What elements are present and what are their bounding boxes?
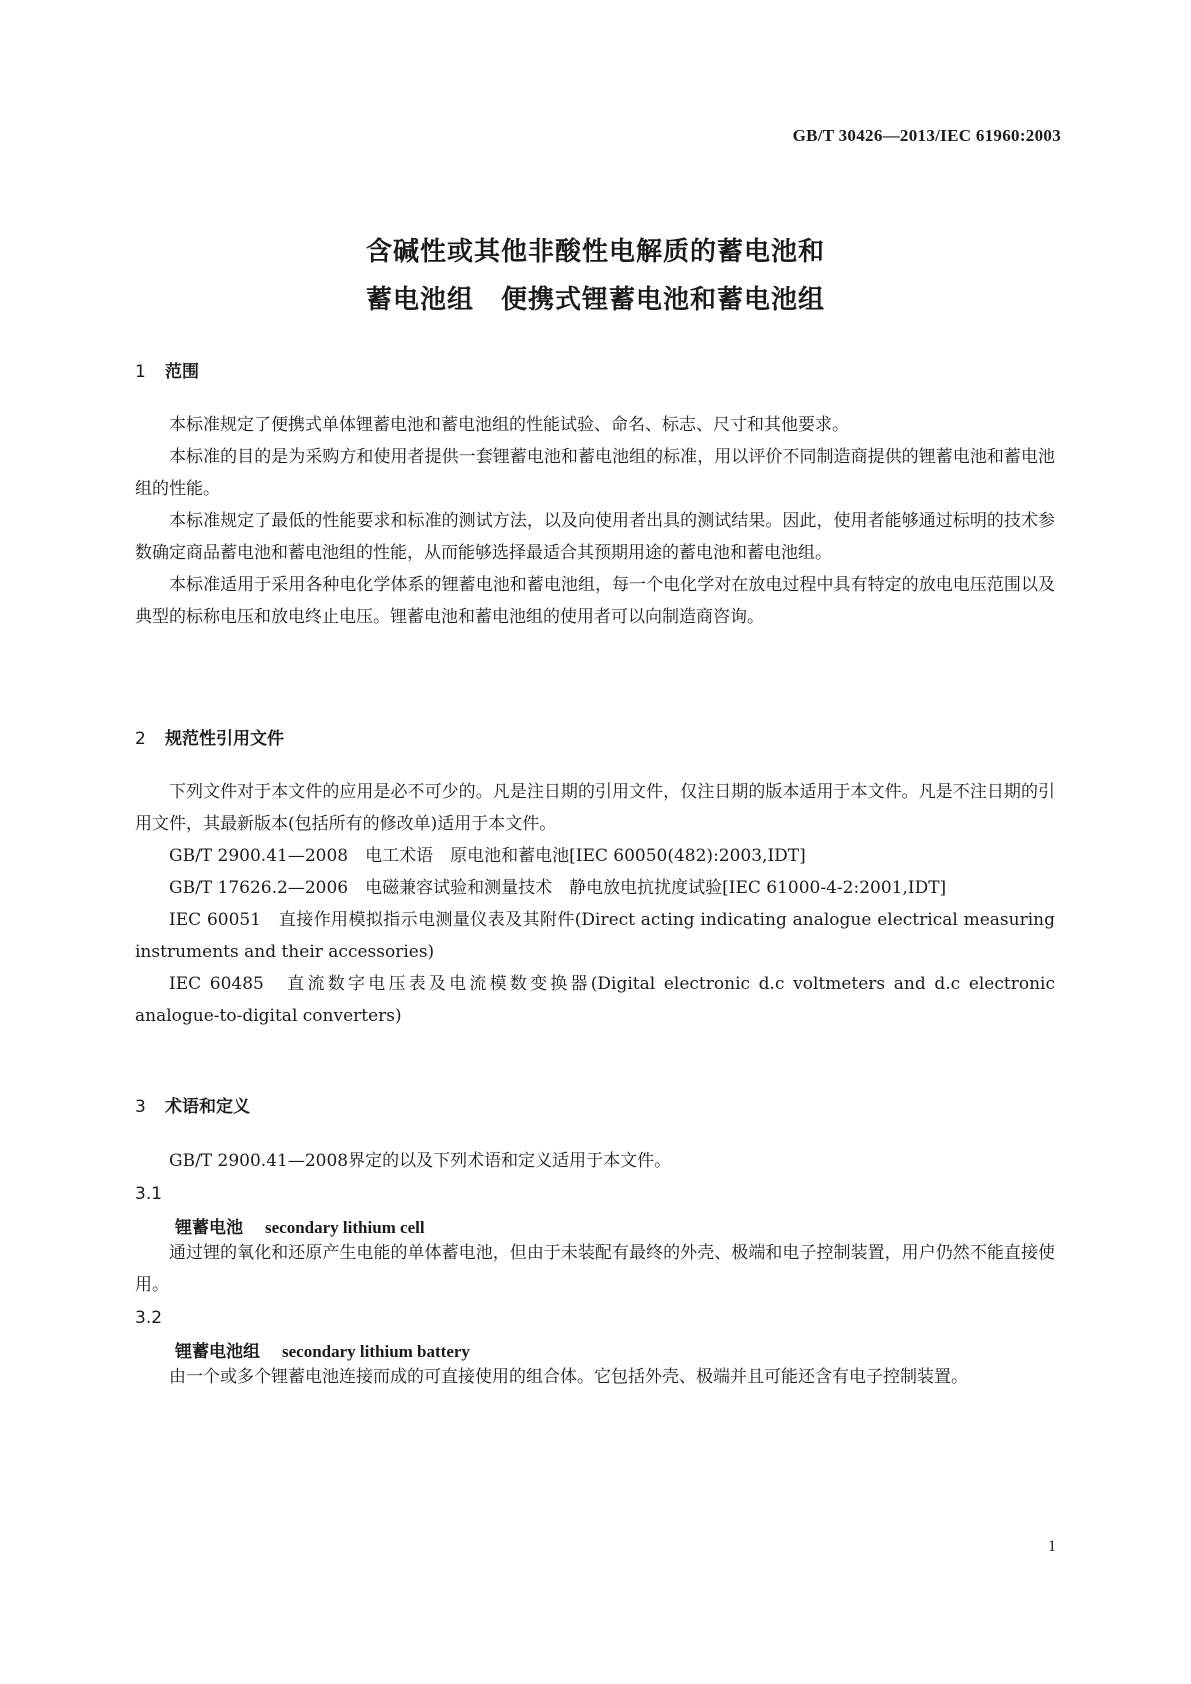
paragraph: 本标准适用于采用各种电化学体系的锂蓄电池和蓄电池组，每一个电化学对在放电过程中具有特定的放电电压范围以及典型的标称电压和放电终止电压。锂蓄电池和蓄电池组的使用者可以向制造商咨询。 bbox=[135, 575, 1055, 627]
section-2-body bbox=[135, 776, 1055, 1032]
section-number: 2 bbox=[135, 729, 146, 749]
title-line-1: 含碱性或其他非酸性电解质的蓄电池和 bbox=[365, 237, 825, 267]
document-title bbox=[0, 228, 1191, 324]
section-3-heading bbox=[135, 1092, 250, 1117]
reference-item: GB/T 2900.41—2008 电工术语 原电池和蓄电池[IEC 60050(482):2003,IDT] bbox=[169, 846, 806, 866]
reference-item: IEC 60485 直流数字电压表及电流模数变换器(Digital electronic d.c voltmeters and d.c electronic analogue-to-digital converters) bbox=[135, 974, 1055, 1026]
section-number: 1 bbox=[135, 362, 146, 382]
section-1-body bbox=[135, 409, 1055, 633]
section-title: 规范性引用文件 bbox=[165, 729, 284, 749]
paragraph: 下列文件对于本文件的应用是必不可少的。凡是注日期的引用文件，仅注日期的版本适用于本文件。凡是不注日期的引用文件，其最新版本(包括所有的修改单)适用于本文件。 bbox=[135, 782, 1055, 834]
section-number: 3 bbox=[135, 1097, 146, 1117]
section-title: 术语和定义 bbox=[165, 1097, 250, 1117]
term-number: 3.1 bbox=[135, 1184, 163, 1204]
section-title: 范围 bbox=[165, 362, 199, 382]
paragraph: 本标准的目的是为采购方和使用者提供一套锂蓄电池和蓄电池组的标准，用以评价不同制造商提供的锂蓄电池和蓄电池组的性能。 bbox=[135, 447, 1055, 499]
standard-number: GB/T 30426—2013/IEC 61960:2003 bbox=[792, 126, 1061, 145]
section-2-heading bbox=[135, 724, 284, 749]
term-zh: 锂蓄电池 bbox=[175, 1218, 243, 1238]
paragraph: 本标准规定了便携式单体锂蓄电池和蓄电池组的性能试验、命名、标志、尺寸和其他要求。 bbox=[169, 415, 849, 435]
title-line-2: 蓄电池组 便携式锂蓄电池和蓄电池组 bbox=[365, 285, 825, 315]
term-heading bbox=[175, 1213, 425, 1238]
term-definition bbox=[135, 1237, 1055, 1301]
paragraph: 由一个或多个锂蓄电池连接而成的可直接使用的组合体。它包括外壳、极端并且可能还含有电子控制装置。 bbox=[169, 1367, 968, 1387]
reference-item: GB/T 17626.2—2006 电磁兼容试验和测量技术 静电放电抗扰度试验[IEC 61000-4-2:2001,IDT] bbox=[169, 878, 947, 898]
term-en: secondary lithium battery bbox=[282, 1342, 470, 1361]
reference-item: IEC 60051 直接作用模拟指示电测量仪表及其附件(Direct acting indicating analogue electrical measuring instruments and their accessories) bbox=[135, 910, 1055, 962]
page-number: 1 bbox=[1048, 1538, 1056, 1555]
section-3-intro bbox=[135, 1145, 1055, 1177]
term-zh: 锂蓄电池组 bbox=[175, 1342, 260, 1362]
term-definition bbox=[135, 1361, 1055, 1393]
paragraph: 本标准规定了最低的性能要求和标准的测试方法，以及向使用者出具的测试结果。因此，使用者能够通过标明的技术参数确定商品蓄电池和蓄电池组的性能，从而能够选择最适合其预期用途的蓄电池和蓄电池组。 bbox=[135, 511, 1055, 563]
term-heading bbox=[175, 1337, 470, 1362]
term-en: secondary lithium cell bbox=[265, 1218, 425, 1237]
paragraph: 通过锂的氧化和还原产生电能的单体蓄电池，但由于未装配有最终的外壳、极端和电子控制装置，用户仍然不能直接使用。 bbox=[135, 1243, 1055, 1295]
section-1-heading bbox=[135, 357, 199, 382]
term-number: 3.2 bbox=[135, 1308, 163, 1328]
paragraph: GB/T 2900.41—2008界定的以及下列术语和定义适用于本文件。 bbox=[169, 1151, 672, 1171]
